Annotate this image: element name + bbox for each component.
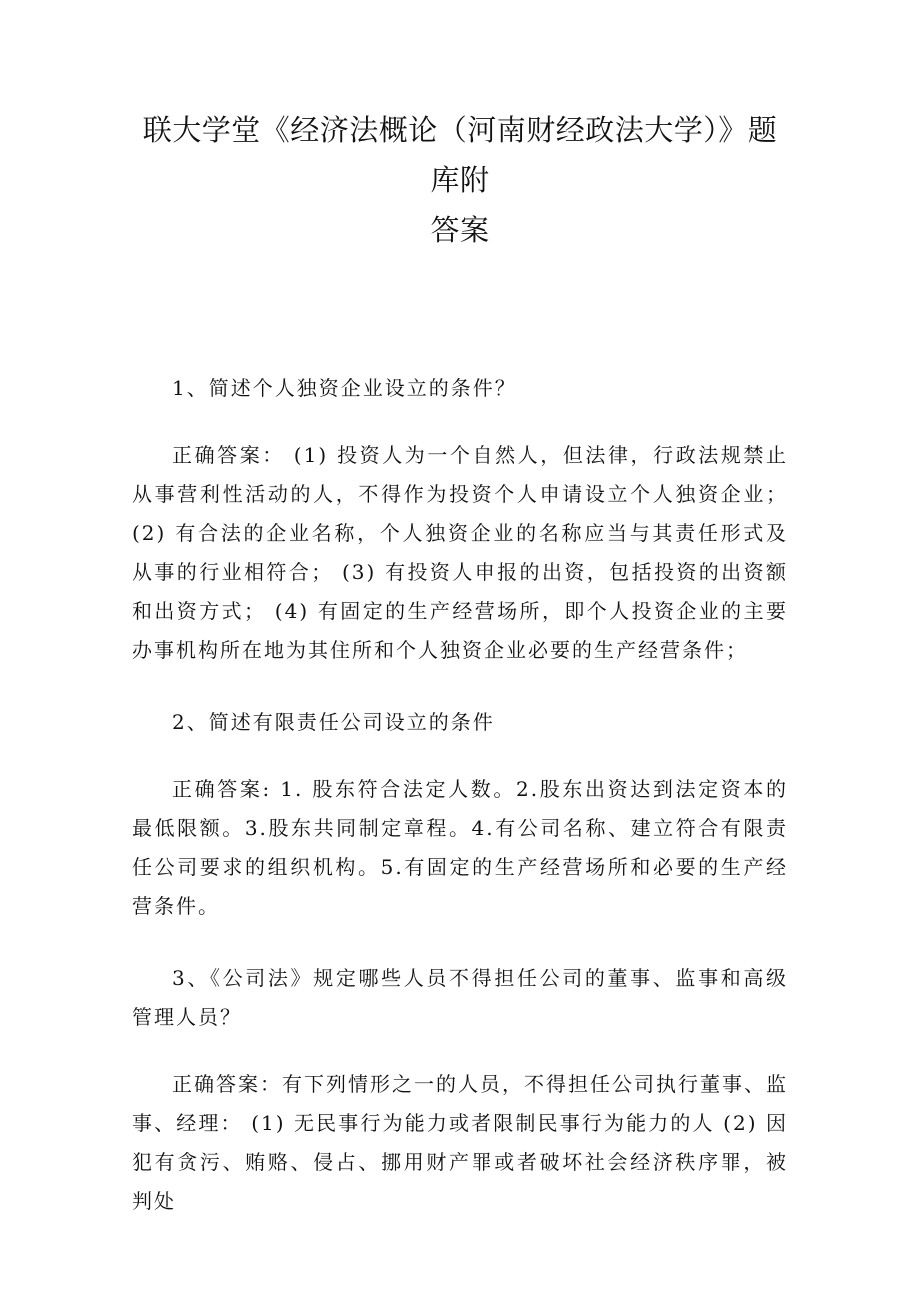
answer-3: 正确答案：有下列情形之一的人员，不得担任公司执行董事、监事、经理： (1) 无民事行为能力或者限制民事行为能力的人 (2) 因犯有贪污、贿赂、侵占、挪用财产罪或者破坏社会经济秩序罪，被判处 <box>132 1072 788 1213</box>
question-3: 3、《公司法》规定哪些人员不得担任公司的董事、监事和高级管理人员？ <box>132 966 788 1029</box>
question-2: 2、简述有限责任公司设立的条件 <box>172 710 495 734</box>
answer-1: 正确答案： (1) 投资人为一个自然人，但法律，行政法规禁止从事营利性活动的人，不得作为投资个人申请设立个人独资企业； (2) 有合法的企业名称，个人独资企业的名称应当与其责任形式及从事的行业相符合； (3) 有投资人申报的出资，包括投资的出资额和出资方式； (4) 有固定的生产经营场所，即个人投资企业的主要办事机构所在地为其住所和个人独资企业必要的生产经营条件； <box>132 443 788 662</box>
document-title-line-1: 联大学堂《经济法概论（河南财经政法大学）》题库附 <box>142 113 778 197</box>
document-title <box>132 105 788 255</box>
question-1: 1、简述个人独资企业设立的条件？ <box>172 376 517 400</box>
question-list <box>132 369 788 1221</box>
document-title-line-2: 答案 <box>430 213 490 247</box>
answer-2: 正确答案: 1. 股东符合法定人数。2.股东出资达到法定资本的最低限额。3.股东共同制定章程。4.有公司名称、建立符合有限责任公司要求的组织机构。5.有固定的生产经营场所和必要的生产经营条件。 <box>132 777 788 918</box>
